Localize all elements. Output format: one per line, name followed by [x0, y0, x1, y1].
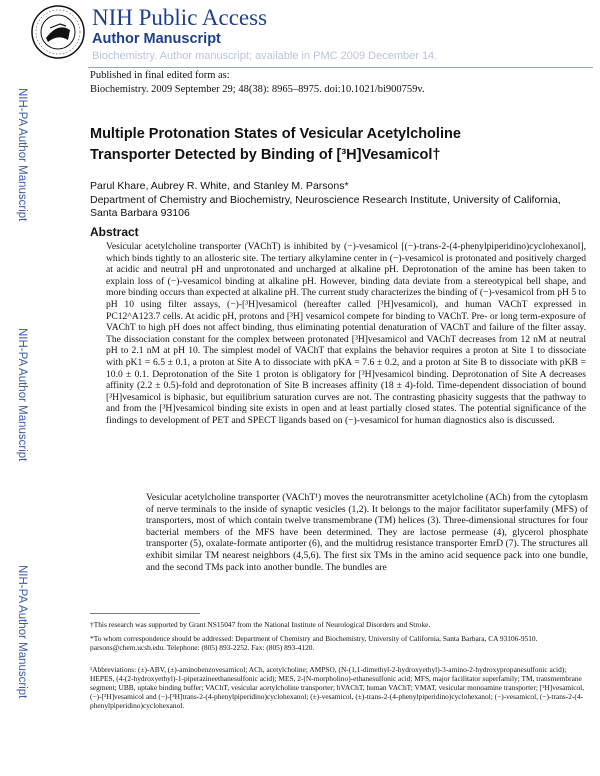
citation-line: Biochemistry. 2009 September 29; 48(38): 8965–8975. doi:10.1021/bi900759v. — [90, 84, 425, 95]
author-list: Parul Khare, Aubrey R. White, and Stanley M. Parsons* — [90, 180, 349, 192]
footnote-rule — [90, 613, 200, 614]
abstract-text: Vesicular acetylcholine transporter (VAChT) is inhibited by (−)-vesamicol [(−)-trans-2-(4-phenylpiperidino)cyclohexanol], which binds tightly to an allosteric site. The tertiary alkylamine center in (−)-vesamicol is protonated and positively charged at acidic and neutral pH and unprotonated and uncharged at alkaline pH. Deprotonation of the amine has been taken to explain loss of (−)-vesamicol binding at alkaline pH. However, binding data deviate from a stereotypical bell shape, and more binding occurs than expected at alkaline pH. The current study characterizes the binding of (−)-vesamicol from pH 5 to pH 10 using filter assays, (−)-[³H]vesamicol (hereafter called [³H]vesamicol), and human VAChT expressed in PC12^A123.7 cells. At acidic pH, protons and [³H] vesamicol compete for binding to VAChT. Pre- or long term-exposure of VAChT to high pH does not affect binding, thus eliminating potential denaturation of VAChT and failure of the filter assay. The dissociation constant for the complex between protonated [³H]vesamicol and VAChT decreases from 12 nM at neutral pH to 2.1 nM at pH 10. The simplest model of VAChT that explains the behavior requires a proton at Site 1 to dissociate with pK1 = 6.5 ± 0.1, a proton at Site A to dissociate with pKA = 7.6 ± 0.2, and a proton at Site B to dissociate with pKB = 10.0 ± 0.1. Deprotonation of the Site 1 proton is obligatory for [³H]vesamicol binding. Deprotonation of Site A decreases affinity (2.2 ± 0.5)-fold and deprotonation of Site B increases affinity (18 ± 4)-fold. Time-dependent dissociation of bound [³H]vesamicol is biphasic, but equilibrium saturation curves are not. The contrasting phasicity suggests that the pathway to and from the [³H]vesamicol binding site exists in open and at least partially closed states. The potential significance of the findings to development of PET and SPECT ligands based on (−)-vesamicol for human diagnostics also is discussed. — [106, 241, 586, 426]
article-title-line1: Multiple Protonation States of Vesicular Acetylcholine — [90, 126, 461, 142]
availability-banner: Biochemistry. Author manuscript; available in PMC 2009 December 14. — [92, 50, 438, 62]
footnote-funding: †This research was supported by Grant NS15047 from the National Institute of Neurological Disorders and Stroke. — [90, 620, 431, 629]
intro-paragraph: Vesicular acetylcholine transporter (VAChT¹) moves the neurotransmitter acetylcholine (ACh) from the cytoplasm of nerve terminals to the inside of synaptic vesicles (1,2). It belongs to the major facilitator superfamily (MFS) of transporters, most of which contain twelve transmembrane (TM) helices (3). Three-dimensional structures for four bacterial members of the MFS have been determined. They are lactose permease (4), glycerol phosphate transporter (5), oxalate-formate antiporter (6), and the multidrug resistance transporter EmrD (7). The structures all exhibit similar TM nearest neighbors (4,5,6). The first six TMs in the amino acid sequence pack into one bundle, and the second TMs pack into another bundle. The bundles are — [146, 492, 588, 573]
published-in-label: Published in final edited form as: — [90, 70, 230, 81]
side-banner-middle: NIH-PA Author Manuscript — [16, 328, 28, 462]
side-banner-top: NIH-PA Author Manuscript — [16, 88, 28, 222]
nih-public-access-title: NIH Public Access — [92, 5, 268, 30]
side-banner-bottom: NIH-PA Author Manuscript — [16, 565, 28, 699]
header-rule — [88, 67, 593, 68]
author-manuscript-label: Author Manuscript — [92, 31, 221, 47]
affiliation: Department of Chemistry and Biochemistry, Neuroscience Research Institute, University of California, Santa Barbara 93106 — [90, 194, 561, 219]
footnote-abbreviations: ¹Abbreviations: (±)-ABV, (±)-aminobenzovesamicol; ACh, acetylcholine; AMPSO, (N-(1,1-dimethyl-2-hydroxyethyl)-3-amino-2-hydroxypropanesulfonic acid); HEPES, (4-(2-hydroxyethyl)-1-piperazineethanesulfonic acid); MES, 2-(N-morpholino)-ethanesulfonic acid; MFS, major facilitator superfamily; TM, transmembrane segment; UBB, uptake binding buffer; VAChT, vesicular acetylcholine transporter; hVAChT, human VAChT; VMAT, vesicular monoamine transporter; [³H]vesamicol, (−)-[³H]vesamicol and (−)-[³H]trans-2-(4-phenylpiperidino)cyclohexanol; (±)-vesamicol, (±)-trans-2-(4-phenylpiperidino)cyclohexanol; (−)-vesamicol, (−)-trans-2-(4-phenylpiperidino)cyclohexanol. — [90, 665, 585, 711]
nih-seal-logo — [30, 4, 86, 60]
abstract-heading: Abstract — [90, 225, 139, 239]
article-title-line2: Transporter Detected by Binding of [³H]Vesamicol† — [90, 147, 441, 163]
footnote-correspondence: *To whom correspondence should be addressed: Department of Chemistry and Biochemistry, University of California, Santa Barbara, CA 93106-9510. parsons@chem.ucsb.edu. Telephone: (805) 893-2252. Fax: (805) 893-4120. — [90, 634, 538, 653]
